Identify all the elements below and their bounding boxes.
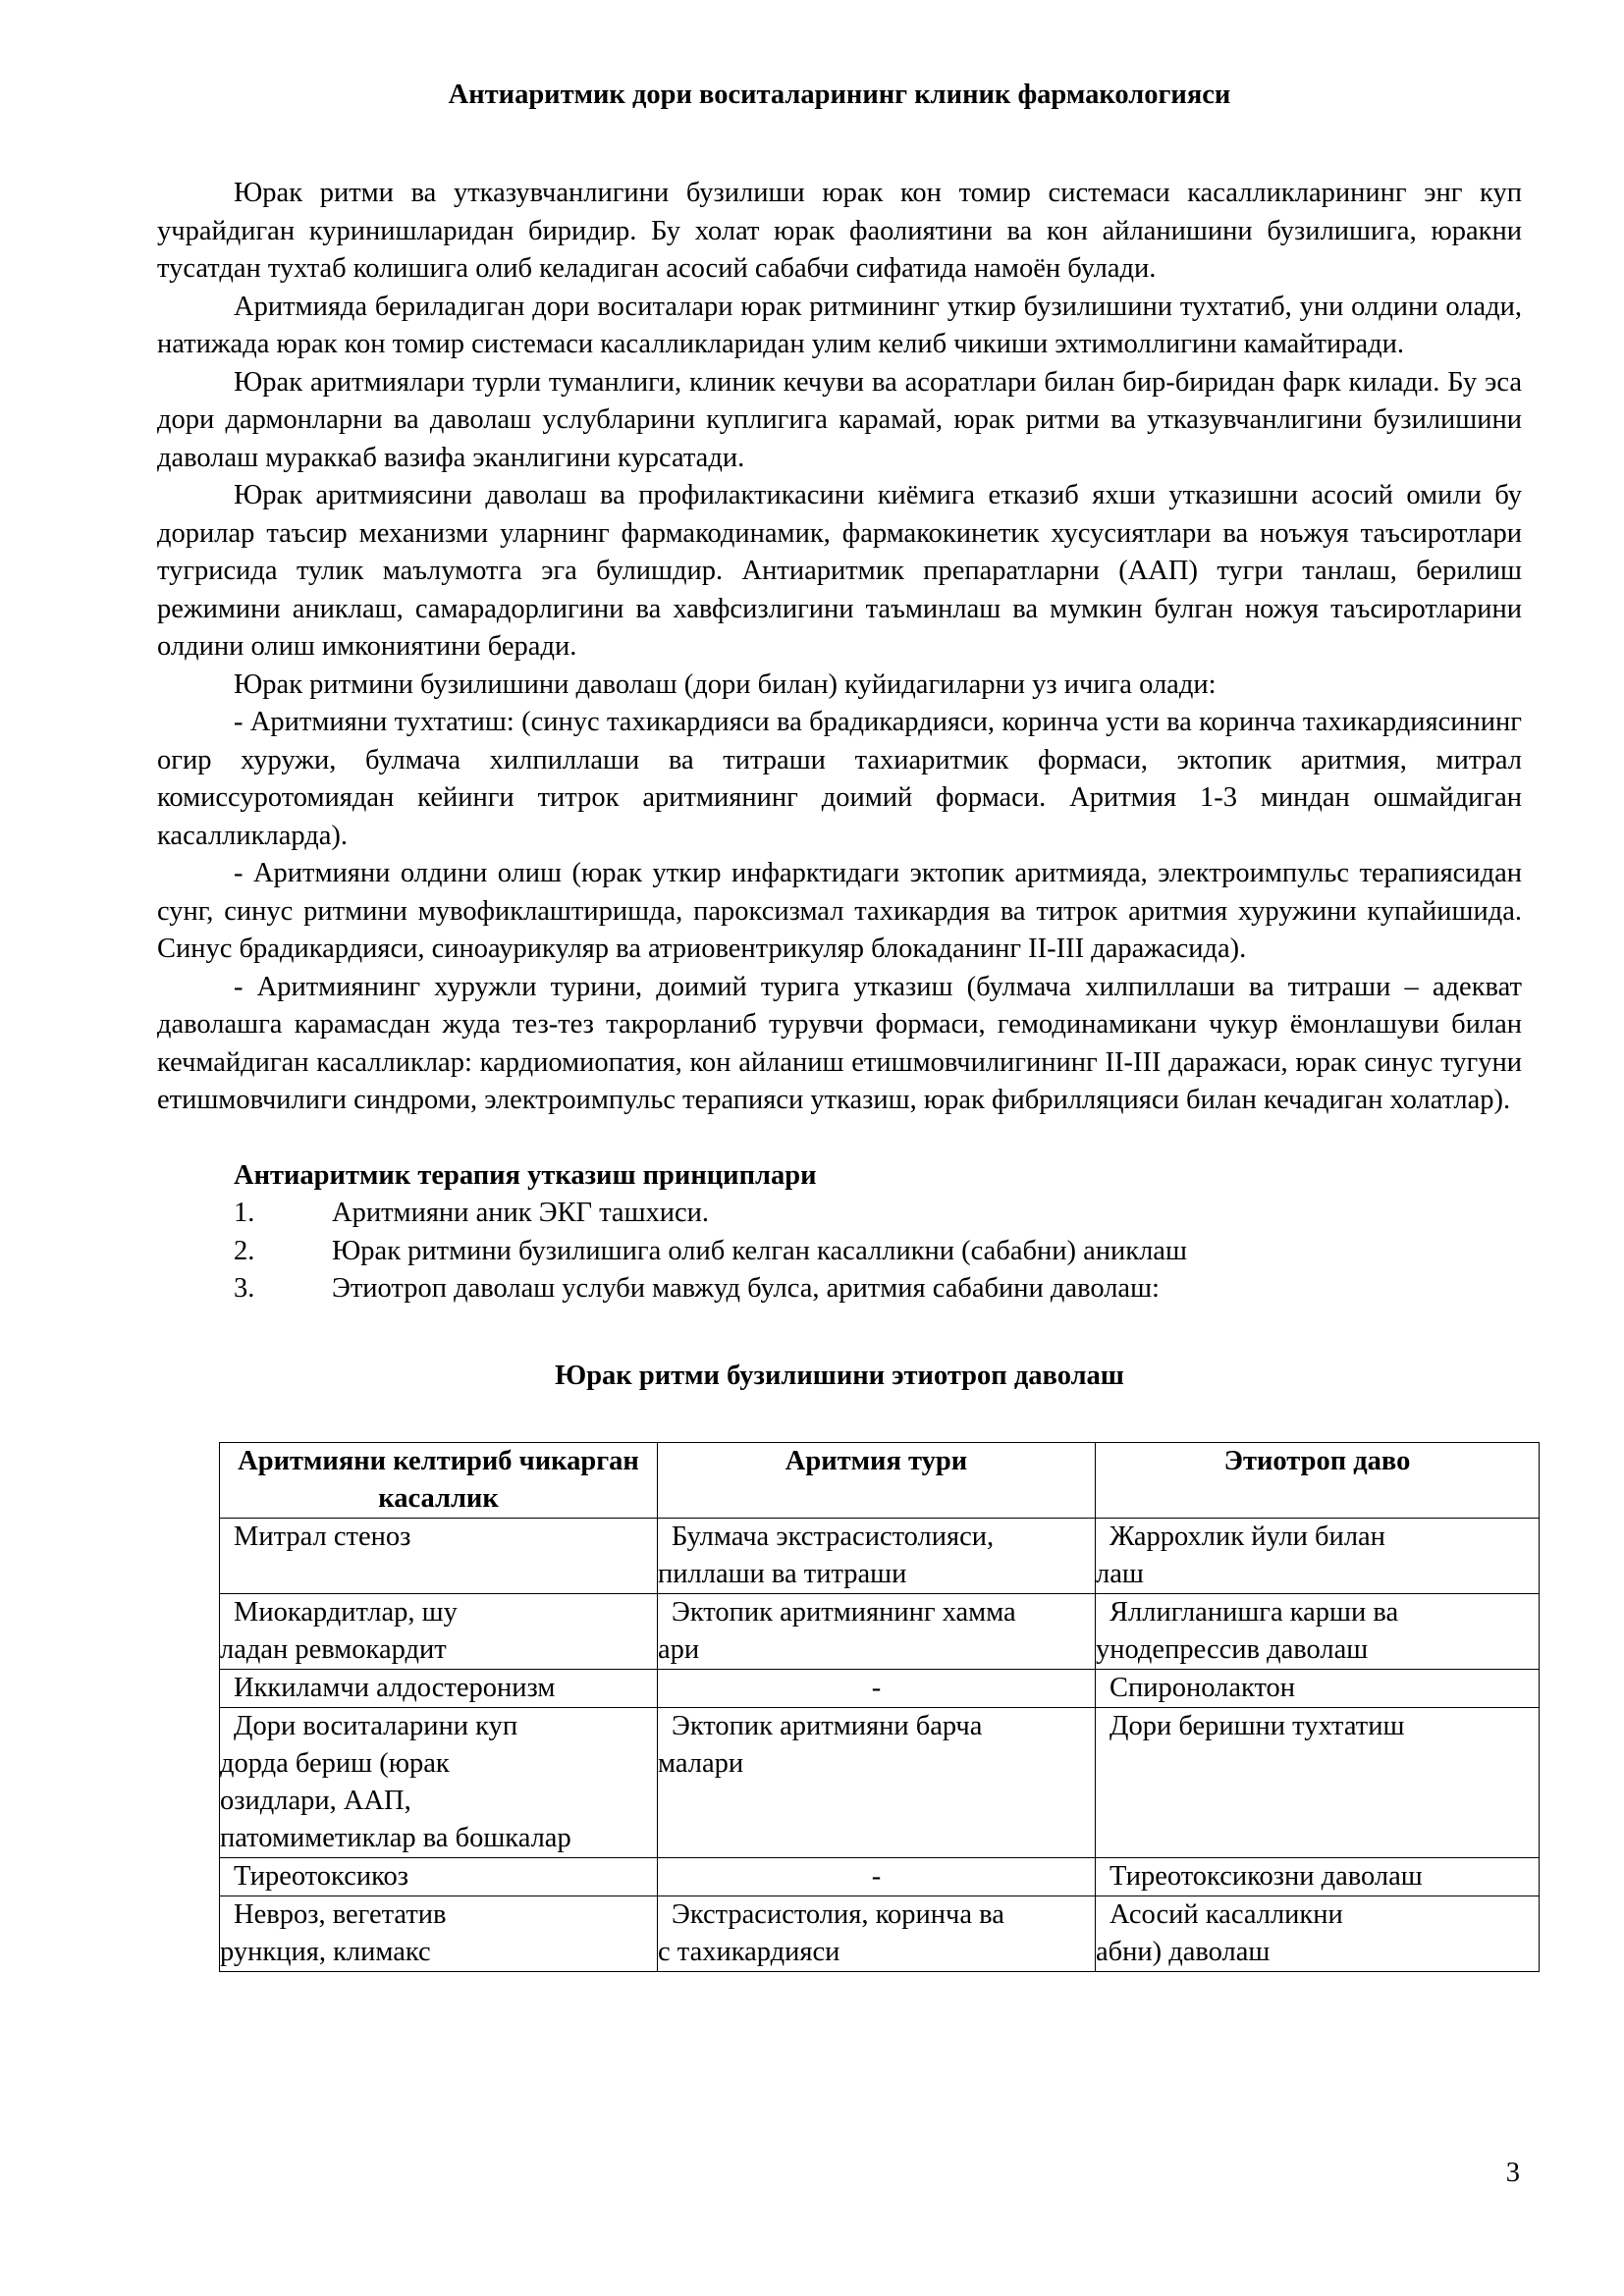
column-header: Этиотроп даво <box>1096 1442 1540 1518</box>
table-row <box>220 1857 1540 1896</box>
cell-line: Булмача экстрасистолияси, <box>672 1521 995 1552</box>
cell-line: унодепрессив даволаш <box>1096 1633 1369 1665</box>
cell-line: озидлари, ААП, <box>220 1785 411 1816</box>
list-number: 2. <box>234 1235 255 1266</box>
column-header: Аритмияни келтириб чикарган касаллик <box>220 1442 658 1518</box>
cell-line: Митрал стеноз <box>234 1521 411 1552</box>
paragraph: Юрак ритмини бузилишини даволаш (дори билан) куйидагиларни уз ичига олади: <box>234 668 1217 700</box>
cell-line: ладан ревмокардит <box>220 1633 447 1665</box>
cell-line: с тахикардияси <box>658 1936 840 1967</box>
table-row <box>220 1593 1540 1669</box>
cell-line: - <box>871 1672 882 1703</box>
list-number: 1. <box>234 1198 255 1228</box>
cell-line: Дори беришни тухтатиш <box>1110 1710 1405 1741</box>
cell-line: - <box>871 1860 882 1892</box>
cell-line: Невроз, вегетатив <box>234 1898 447 1930</box>
list-number: 3. <box>234 1273 255 1304</box>
list-item <box>157 1270 1522 1308</box>
list-text: Юрак ритмини бузилишига олиб келган касалликни (сабабни) аниклаш <box>332 1235 1187 1266</box>
table-cell <box>1096 1518 1540 1593</box>
paragraph: - Аритмияни олдини олиш (юрак уткир инфарктидаги эктопик аритмияда, электроимпульс терапиясидан сунг, синус ритмини мувофиклаштиришда, пароксизмал тахикардия ва титрок аритмия хуружини купайишида. Синус брадикардияси, синоаурикуляр ва атриовентрикуляр блокаданинг II-III даражасида). <box>157 858 1522 964</box>
cell-line: пиллаши ва титраши <box>658 1558 907 1589</box>
cell-line: Тиреотоксикозни даволаш <box>1110 1860 1423 1892</box>
page-number: 3 <box>1505 2158 1520 2188</box>
table-cell <box>1096 1896 1540 1971</box>
table-cell <box>1096 1707 1540 1857</box>
principles-list <box>157 1195 1522 1308</box>
table-cell <box>220 1707 658 1857</box>
cell-line: Яллигланишга карши ва <box>1110 1596 1399 1628</box>
table-cell <box>220 1857 658 1896</box>
cell-line: абни) даволаш <box>1096 1936 1271 1967</box>
cell-line: Спиронолактон <box>1110 1672 1296 1703</box>
list-text: Аритмияни аник ЭКГ ташхиси. <box>332 1198 710 1228</box>
table-cell <box>658 1518 1096 1593</box>
table-cell <box>220 1593 658 1669</box>
cell-line: Экстрасистолия, коринча ва <box>672 1898 1004 1930</box>
list-text: Этиотроп даволаш услуби мавжуд булса, аритмия сабабини даволаш: <box>332 1273 1160 1304</box>
cell-line: ари <box>658 1633 700 1665</box>
table-row <box>220 1896 1540 1971</box>
paragraph: - Аритмияни тухтатиш: (синус тахикардияси ва брадикардияси, коринча усти ва коринча тахикардиясининг огир хуружи, булмача хилпиллаши ва титраши тахиаритмик формаси, эктопик аритмия, митрал комиссуротомиядан кейинги титрок аритмиянинг доимий формаси. Аритмия 1-3 миндан ошмайдиган касалликларда). <box>157 707 1522 851</box>
table-cell <box>658 1593 1096 1669</box>
paragraph: Юрак аритмиялари турли туманлиги, клиник кечуви ва асоратлари билан бир-биридан фарк килади. Бу эса дори дармонларни ва даволаш услубларини куплигига карамай, юрак ритми ва утказувчанлигини бузилишини даволаш мураккаб вазифа эканлигини курсатади. <box>157 366 1522 473</box>
paragraph: Юрак аритмиясини даволаш ва профилактикасини киёмига етказиб яхши утказишни асосий омили бу дорилар таъсир механизми уларнинг фармакодинамик, фармакокинетик хусусиятлари ва ноъжуя таъсиротлари тугрисида тулик маълумотга эга булишдир. Антиаритмик препаратларни (ААП) тугри танлаш, берилиш режимини аниклаш, самарадорлигини ва хавфсизлигини таъминлаш ва мумкин булган ножуя таъсиротларини олдини олиш имкониятини беради. <box>157 480 1522 662</box>
cell-line: Дори воситаларини куп <box>234 1710 518 1741</box>
table-cell <box>1096 1669 1540 1707</box>
cell-line: Жаррохлик йули билан <box>1110 1521 1385 1552</box>
table-cell <box>658 1857 1096 1896</box>
cell-line: Эктопик аритмиянинг хамма <box>672 1596 1016 1628</box>
table-cell <box>220 1518 658 1593</box>
etiotropic-treatment-table <box>219 1442 1540 1972</box>
cell-line: Миокардитлар, шу <box>234 1596 458 1628</box>
column-header: Аритмия тури <box>658 1442 1096 1518</box>
table-cell <box>1096 1857 1540 1896</box>
document-page <box>157 77 1522 1972</box>
table-cell <box>658 1669 1096 1707</box>
document-title: Антиаритмик дори воситаларининг клиник фармакологияси <box>448 80 1231 110</box>
table-row <box>220 1518 1540 1593</box>
cell-line: малари <box>658 1747 744 1779</box>
paragraph: Аритмияда бериладиган дори воситалари юрак ритмининг уткир бузилишини тухтатиб, уни олдини олади, натижада юрак кон томир системаси касалликларидан улим келиб чикиши эхтимоллигини камайтиради. <box>157 291 1522 359</box>
paragraph: - Аритмиянинг хуружли турини, доимий турига утказиш (булмача хилпиллаши ва титраши – адекват даволашга карамасдан жуда тез-тез такрорланиб турувчи формаси, гемодинамикани чукур ёмонлашуви билан кечмайдиган касалликлар: кардиомиопатия, кон айланиш етишмовчилигининг II-III даражаси, юрак синус тугуни етишмовчилиги синдроми, электроимпульс терапияси утказиш, юрак фибрилляцияси билан кечадиган холатлар). <box>157 971 1522 1115</box>
table-row <box>220 1707 1540 1857</box>
cell-line: Асосий касалликни <box>1110 1898 1343 1930</box>
table-cell <box>1096 1593 1540 1669</box>
list-item <box>157 1233 1522 1271</box>
cell-line: дорда бериш (юрак <box>220 1747 450 1779</box>
table-cell <box>220 1669 658 1707</box>
cell-line: рункция, климакс <box>220 1936 431 1967</box>
principles-heading: Антиаритмик терапия утказиш принциплари <box>234 1159 817 1191</box>
cell-line: Иккиламчи алдостеронизм <box>234 1672 556 1703</box>
cell-line: лаш <box>1096 1558 1144 1589</box>
table-cell <box>658 1707 1096 1857</box>
table-row <box>220 1669 1540 1707</box>
cell-line: патомиметиклар ва бошкалар <box>220 1822 571 1853</box>
table-header-row <box>220 1442 1540 1518</box>
paragraph: Юрак ритми ва утказувчанлигини бузилиши юрак кон томир системаси касалликларининг энг куп учрайдиган куринишларидан биридир. Бу холат юрак фаолиятини ва кон айланишини бузилишига, юракни тусатдан тухтаб колишига олиб келадиган асосий сабабчи сифатида намоён булади. <box>157 178 1522 284</box>
cell-line: Тиреотоксикоз <box>234 1860 408 1892</box>
list-item <box>157 1195 1522 1233</box>
cell-line: Эктопик аритмияни барча <box>672 1710 983 1741</box>
body-text <box>157 175 1522 1120</box>
table-body <box>220 1518 1540 1971</box>
table-cell <box>658 1896 1096 1971</box>
table-title: Юрак ритми бузилишини этиотроп даволаш <box>555 1360 1124 1391</box>
table-cell <box>220 1896 658 1971</box>
